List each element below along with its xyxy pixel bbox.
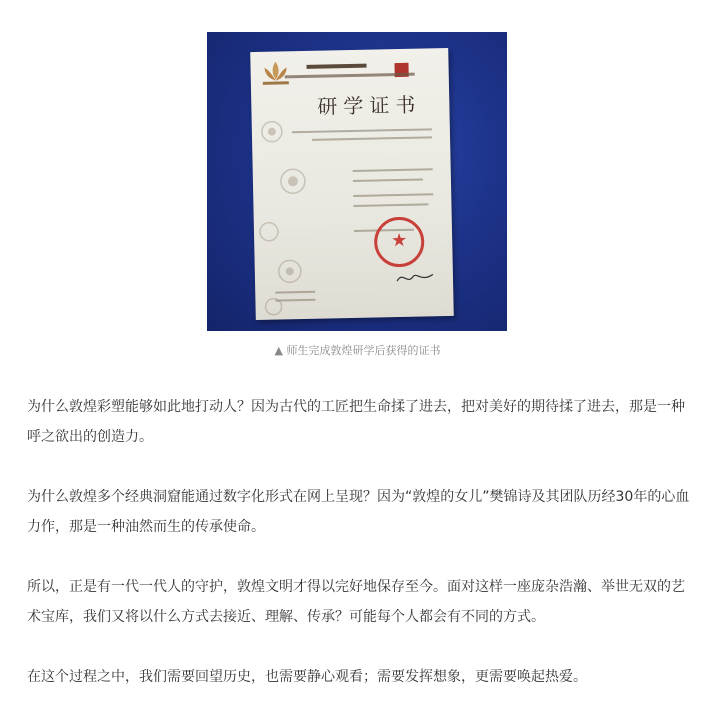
certificate (250, 48, 454, 320)
paragraph-1: 为什么敦煌彩塑能够如此地打动人？因为古代的工匠把生命揉了进去，把对美好的期待揉了进去，那是一种呼之欲出的创造力。 (27, 399, 685, 445)
certificate-photo (207, 32, 507, 331)
red-seal-icon (374, 217, 425, 268)
certificate-subtitle (285, 73, 415, 79)
paragraph-2: 为什么敦煌多个经典洞窟能通过数字化形式在网上呈现？因为“敦煌的女儿”樊锦诗及其团队历经30年的心血力作，那是一种油然而生的传承使命。 (27, 489, 690, 535)
certificate-text-line (353, 203, 428, 207)
signature-icon (395, 268, 435, 287)
certificate-text-line (353, 168, 433, 172)
certificate-title: 研学证书 (317, 92, 422, 119)
paragraph-3: 所以，正是有一代一代人的守护，敦煌文明才得以完好地保存至今。面对这样一座庞杂浩瀚、举世无双的艺术宝库，我们又将以什么方式去接近、理解、传承？可能每个人都会有不同的方式。 (27, 579, 685, 625)
certificate-text-line (353, 193, 433, 197)
star-icon: ★ (390, 229, 408, 252)
paragraph-4: 在这个过程之中，我们需要回望历史，也需要静心观看；需要发挥想象，更需要唤起热爱。 (27, 669, 587, 685)
certificate-text-line (353, 179, 423, 182)
lotus-logo-icon (258, 59, 293, 86)
organization-name (306, 64, 366, 69)
photo-caption: ▲ 师生完成敦煌研学后获得的证书 (274, 344, 441, 357)
